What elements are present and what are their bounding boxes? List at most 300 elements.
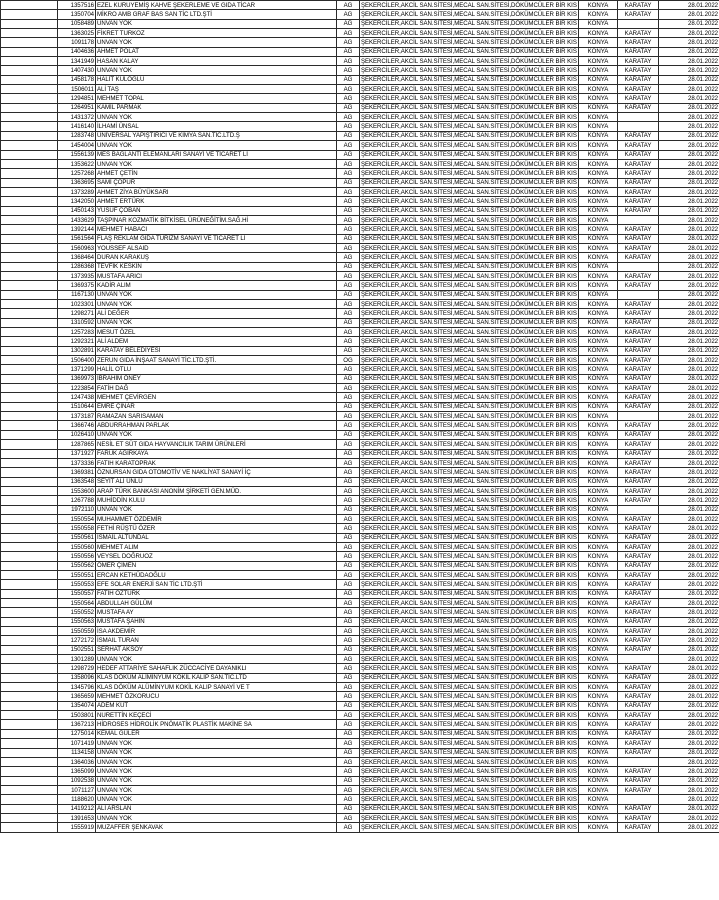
cell-name[interactable]: ALİ ALDEM	[96, 337, 337, 346]
cell-id[interactable]: 1275014	[58, 729, 96, 738]
cell-id[interactable]: 1503801	[58, 711, 96, 720]
table-row[interactable]	[1, 524, 719, 533]
cell-type[interactable]: AG	[337, 38, 360, 47]
cell-id[interactable]: 1550554	[58, 514, 96, 523]
cell-district[interactable]: KARATAY	[618, 599, 659, 608]
cell-district[interactable]: KARATAY	[618, 47, 659, 56]
cell-date[interactable]: 28.01.2022	[659, 617, 719, 626]
cell-date[interactable]: 28.01.2022	[659, 804, 719, 813]
table-row[interactable]	[1, 440, 719, 449]
table-row[interactable]	[1, 318, 719, 327]
cell-date[interactable]: 28.01.2022	[659, 692, 719, 701]
cell-name[interactable]: UNVAN YOK	[96, 430, 337, 439]
table-row[interactable]	[1, 823, 719, 832]
cell-name[interactable]: MUZAFFER ŞENKAVAK	[96, 823, 337, 832]
cell-area[interactable]: ŞEKERCİLER,AKCİL SAN.SİTESİ,MECAL SAN.SİTESİ,DÖKÜMCÜLER BİR KIS	[361, 319, 577, 327]
cell-name[interactable]: UNVAN YOK	[96, 318, 337, 327]
table-row[interactable]	[1, 234, 719, 243]
cell-district[interactable]: KARATAY	[618, 580, 659, 589]
table-row[interactable]	[1, 655, 719, 664]
cell-id[interactable]: 1134158	[58, 748, 96, 757]
cell-date[interactable]: 28.01.2022	[659, 580, 719, 589]
cell-type[interactable]: AG	[337, 720, 360, 729]
cell-name[interactable]: MEHMET HABACI	[96, 225, 337, 234]
cell-name[interactable]: ARAP TÜRK BANKASI ANONİM ŞİRKETİ GEN.MÜD.	[96, 486, 337, 495]
cell-area[interactable]: ŞEKERCİLER,AKCİL SAN.SİTESİ,MECAL SAN.SİTESİ,DÖKÜMCÜLER BİR KIS	[361, 291, 577, 299]
cell-date[interactable]: 28.01.2022	[659, 103, 719, 112]
cell-city[interactable]: KONYA	[579, 823, 618, 832]
cell-id[interactable]: 1454004	[58, 141, 96, 150]
table-row[interactable]	[1, 290, 719, 299]
cell-date[interactable]: 28.01.2022	[659, 767, 719, 776]
table-row[interactable]	[1, 206, 719, 215]
cell-area[interactable]: ŞEKERCİLER,AKCİL SAN.SİTESİ,MECAL SAN.SİTESİ,DÖKÜMCÜLER BİR KIS	[361, 562, 577, 570]
cell-city[interactable]: KONYA	[579, 281, 618, 290]
cell-type[interactable]: AG	[337, 412, 360, 421]
cell-id[interactable]: 1188620	[58, 795, 96, 804]
cell-city[interactable]: KONYA	[579, 75, 618, 84]
table-row[interactable]	[1, 225, 719, 234]
cell-type[interactable]: AG	[337, 309, 360, 318]
cell-id[interactable]: 1366746	[58, 421, 96, 430]
cell-city[interactable]: KONYA	[579, 711, 618, 720]
cell-city[interactable]: KONYA	[579, 514, 618, 523]
cell-district[interactable]: KARATAY	[618, 197, 659, 206]
cell-id[interactable]: 1502551	[58, 645, 96, 654]
table-row[interactable]	[1, 187, 719, 196]
cell-type[interactable]: AG	[337, 785, 360, 794]
table-row[interactable]	[1, 262, 719, 271]
cell-area[interactable]: ŞEKERCİLER,AKCİL SAN.SİTESİ,MECAL SAN.SİTESİ,DÖKÜMCÜLER BİR KIS	[361, 207, 577, 215]
cell-district[interactable]: KARATAY	[618, 683, 659, 692]
cell-date[interactable]: 28.01.2022	[659, 57, 719, 66]
cell-city[interactable]: KONYA	[579, 561, 618, 570]
cell-type[interactable]: AG	[337, 804, 360, 813]
cell-area[interactable]: ŞEKERCİLER,AKCİL SAN.SİTESİ,MECAL SAN.SİTESİ,DÖKÜMCÜLER BİR KIS	[361, 272, 577, 280]
cell-district[interactable]: KARATAY	[618, 243, 659, 252]
cell-id[interactable]: 1404636	[58, 47, 96, 56]
cell-id[interactable]: 1368464	[58, 253, 96, 262]
table-row[interactable]	[1, 47, 719, 56]
table-row[interactable]	[1, 468, 719, 477]
cell-city[interactable]: KONYA	[579, 57, 618, 66]
cell-name[interactable]: İSA AKDEMİR	[96, 627, 337, 636]
cell-type[interactable]: AG	[337, 206, 360, 215]
cell-city[interactable]: KONYA	[579, 206, 618, 215]
cell-date[interactable]: 28.01.2022	[659, 122, 719, 131]
cell-type[interactable]: AG	[337, 384, 360, 393]
cell-city[interactable]: KONYA	[579, 19, 618, 28]
cell-city[interactable]: KONYA	[579, 757, 618, 766]
table-row[interactable]	[1, 430, 719, 439]
cell-name[interactable]: MUHİDDİN KULU	[96, 496, 337, 505]
cell-type[interactable]: AG	[337, 150, 360, 159]
cell-city[interactable]: KONYA	[579, 795, 618, 804]
cell-name[interactable]: ABDULLAH GÜLÜM	[96, 599, 337, 608]
cell-name[interactable]: HİDROSES HİDROLİK PNÖMATİK PLASTİK MAKİNE SA	[96, 720, 337, 729]
cell-id[interactable]: 1286368	[58, 262, 96, 271]
table-row[interactable]	[1, 271, 719, 280]
cell-city[interactable]: KONYA	[579, 159, 618, 168]
cell-area[interactable]: ŞEKERCİLER,AKCİL SAN.SİTESİ,MECAL SAN.SİTESİ,DÖKÜMCÜLER BİR KIS	[361, 160, 577, 168]
cell-name[interactable]: İSMAIL TURAN	[96, 636, 337, 645]
cell-name[interactable]: UNVAN YOK	[96, 66, 337, 75]
cell-name[interactable]: FARUK AĞIRKAYA	[96, 449, 337, 458]
table-row[interactable]	[1, 776, 719, 785]
cell-type[interactable]: AG	[337, 47, 360, 56]
cell-id[interactable]: 1023301	[58, 300, 96, 309]
cell-area[interactable]: ŞEKERCİLER,AKCİL SAN.SİTESİ,MECAL SAN.SİTESİ,DÖKÜMCÜLER BİR KIS	[361, 683, 577, 691]
cell-district[interactable]: KARATAY	[618, 1, 659, 10]
cell-area[interactable]: ŞEKERCİLER,AKCİL SAN.SİTESİ,MECAL SAN.SİTESİ,DÖKÜMCÜLER BİR KIS	[361, 123, 577, 131]
cell-district[interactable]: KARATAY	[618, 496, 659, 505]
cell-id[interactable]: 1391653	[58, 813, 96, 822]
cell-name[interactable]: ÖMER ÇİMEN	[96, 561, 337, 570]
cell-area[interactable]: ŞEKERCİLER,AKCİL SAN.SİTESİ,MECAL SAN.SİTESİ,DÖKÜMCÜLER BİR KIS	[361, 730, 577, 738]
cell-id[interactable]: 1506011	[58, 85, 96, 94]
cell-date[interactable]: 28.01.2022	[659, 66, 719, 75]
cell-id[interactable]: 1264951	[58, 103, 96, 112]
cell-id[interactable]: 1373935	[58, 271, 96, 280]
cell-city[interactable]: KONYA	[579, 66, 618, 75]
cell-district[interactable]: KARATAY	[618, 365, 659, 374]
cell-area[interactable]: ŞEKERCİLER,AKCİL SAN.SİTESİ,MECAL SAN.SİTESİ,DÖKÜMCÜLER BİR KIS	[361, 244, 577, 252]
cell-date[interactable]: 28.01.2022	[659, 243, 719, 252]
cell-area[interactable]: ŞEKERCİLER,AKCİL SAN.SİTESİ,MECAL SAN.SİTESİ,DÖKÜMCÜLER BİR KIS	[361, 67, 577, 75]
cell-id[interactable]: 1371299	[58, 365, 96, 374]
cell-date[interactable]: 28.01.2022	[659, 38, 719, 47]
cell-type[interactable]: AG	[337, 570, 360, 579]
cell-type[interactable]: AG	[337, 197, 360, 206]
cell-name[interactable]: SERHAT AKSOY	[96, 645, 337, 654]
cell-city[interactable]: KONYA	[579, 683, 618, 692]
table-row[interactable]	[1, 533, 719, 542]
cell-district[interactable]	[618, 113, 659, 122]
table-row[interactable]	[1, 608, 719, 617]
cell-type[interactable]: AG	[337, 243, 360, 252]
cell-area[interactable]: ŞEKERCİLER,AKCİL SAN.SİTESİ,MECAL SAN.SİTESİ,DÖKÜMCÜLER BİR KIS	[361, 646, 577, 654]
cell-area[interactable]: ŞEKERCİLER,AKCİL SAN.SİTESİ,MECAL SAN.SİTESİ,DÖKÜMCÜLER BİR KIS	[361, 225, 577, 233]
cell-area[interactable]: ŞEKERCİLER,AKCİL SAN.SİTESİ,MECAL SAN.SİTESİ,DÖKÜMCÜLER BİR KIS	[361, 356, 577, 364]
cell-city[interactable]: KONYA	[579, 402, 618, 411]
cell-id[interactable]: 1350704	[58, 10, 96, 19]
cell-city[interactable]: KONYA	[579, 393, 618, 402]
cell-type[interactable]: AG	[337, 664, 360, 673]
cell-district[interactable]: KARATAY	[618, 271, 659, 280]
cell-name[interactable]: KEMAL GÜLER	[96, 729, 337, 738]
cell-district[interactable]: KARATAY	[618, 75, 659, 84]
cell-area[interactable]: ŞEKERCİLER,AKCİL SAN.SİTESİ,MECAL SAN.SİTESİ,DÖKÜMCÜLER BİR KIS	[361, 693, 577, 701]
cell-id[interactable]: 1367213	[58, 720, 96, 729]
table-row[interactable]	[1, 75, 719, 84]
table-row[interactable]	[1, 412, 719, 421]
cell-area[interactable]: ŞEKERCİLER,AKCİL SAN.SİTESİ,MECAL SAN.SİTESİ,DÖKÜMCÜLER BİR KIS	[361, 310, 577, 318]
table-row[interactable]	[1, 542, 719, 551]
cell-area[interactable]: ŞEKERCİLER,AKCİL SAN.SİTESİ,MECAL SAN.SİTESİ,DÖKÜMCÜLER BİR KIS	[361, 375, 577, 383]
cell-name[interactable]: MUSTAFA ŞAHİN	[96, 617, 337, 626]
cell-city[interactable]: KONYA	[579, 599, 618, 608]
cell-city[interactable]: KONYA	[579, 468, 618, 477]
cell-area[interactable]: ŞEKERCİLER,AKCİL SAN.SİTESİ,MECAL SAN.SİTESİ,DÖKÜMCÜLER BİR KIS	[361, 76, 577, 84]
table-row[interactable]	[1, 19, 719, 28]
cell-city[interactable]: KONYA	[579, 673, 618, 682]
cell-area[interactable]: ŞEKERCİLER,AKCİL SAN.SİTESİ,MECAL SAN.SİTESİ,DÖKÜMCÜLER BİR KIS	[361, 39, 577, 47]
table-row[interactable]	[1, 813, 719, 822]
cell-district[interactable]: KARATAY	[618, 720, 659, 729]
cell-area[interactable]: ŞEKERCİLER,AKCİL SAN.SİTESİ,MECAL SAN.SİTESİ,DÖKÜMCÜLER BİR KIS	[361, 281, 577, 289]
cell-type[interactable]: AG	[337, 692, 360, 701]
cell-id[interactable]: 1247438	[58, 393, 96, 402]
cell-id[interactable]: 1353622	[58, 159, 96, 168]
cell-city[interactable]: KONYA	[579, 356, 618, 365]
cell-city[interactable]: KONYA	[579, 813, 618, 822]
cell-type[interactable]: AG	[337, 262, 360, 271]
cell-area[interactable]: ŞEKERCİLER,AKCİL SAN.SİTESİ,MECAL SAN.SİTESİ,DÖKÜMCÜLER BİR KIS	[361, 216, 577, 224]
cell-type[interactable]: AG	[337, 159, 360, 168]
cell-type[interactable]: AG	[337, 440, 360, 449]
cell-district[interactable]: KARATAY	[618, 486, 659, 495]
cell-id[interactable]: 1407430	[58, 66, 96, 75]
cell-district[interactable]: KARATAY	[618, 393, 659, 402]
cell-district[interactable]	[618, 262, 659, 271]
table-row[interactable]	[1, 767, 719, 776]
cell-area[interactable]: ŞEKERCİLER,AKCİL SAN.SİTESİ,MECAL SAN.SİTESİ,DÖKÜMCÜLER BİR KIS	[361, 543, 577, 551]
cell-id[interactable]: 1357516	[58, 1, 96, 10]
cell-name[interactable]: UNVAN YOK	[96, 113, 337, 122]
cell-area[interactable]: ŞEKERCİLER,AKCİL SAN.SİTESİ,MECAL SAN.SİTESİ,DÖKÜMCÜLER BİR KIS	[361, 179, 577, 187]
cell-type[interactable]: AG	[337, 711, 360, 720]
cell-type[interactable]: AG	[337, 10, 360, 19]
cell-city[interactable]: KONYA	[579, 197, 618, 206]
cell-type[interactable]: AG	[337, 767, 360, 776]
table-row[interactable]	[1, 496, 719, 505]
table-row[interactable]	[1, 748, 719, 757]
cell-area[interactable]: ŞEKERCİLER,AKCİL SAN.SİTESİ,MECAL SAN.SİTESİ,DÖKÜMCÜLER BİR KIS	[361, 637, 577, 645]
cell-city[interactable]: KONYA	[579, 570, 618, 579]
cell-area[interactable]: ŞEKERCİLER,AKCİL SAN.SİTESİ,MECAL SAN.SİTESİ,DÖKÜMCÜLER BİR KIS	[361, 552, 577, 560]
cell-city[interactable]: KONYA	[579, 122, 618, 131]
cell-name[interactable]: KLAS DÖKÜM ALİMİNYUM KOKİL KALIP SAN.TİC.LTD	[96, 673, 337, 682]
table-row[interactable]	[1, 729, 719, 738]
cell-date[interactable]: 28.01.2022	[659, 365, 719, 374]
table-row[interactable]	[1, 300, 719, 309]
cell-date[interactable]: 28.01.2022	[659, 85, 719, 94]
cell-name[interactable]: UNVAN YOK	[96, 739, 337, 748]
table-row[interactable]	[1, 505, 719, 514]
cell-id[interactable]: 1091178	[58, 38, 96, 47]
cell-date[interactable]: 28.01.2022	[659, 356, 719, 365]
table-row[interactable]	[1, 458, 719, 467]
cell-area[interactable]: ŞEKERCİLER,AKCİL SAN.SİTESİ,MECAL SAN.SİTESİ,DÖKÜMCÜLER BİR KIS	[361, 618, 577, 626]
cell-city[interactable]: KONYA	[579, 533, 618, 542]
cell-district[interactable]: KARATAY	[618, 85, 659, 94]
cell-id[interactable]: 1298271	[58, 309, 96, 318]
cell-area[interactable]: ŞEKERCİLER,AKCİL SAN.SİTESİ,MECAL SAN.SİTESİ,DÖKÜMCÜLER BİR KIS	[361, 478, 577, 486]
cell-area[interactable]: ŞEKERCİLER,AKCİL SAN.SİTESİ,MECAL SAN.SİTESİ,DÖKÜMCÜLER BİR KIS	[361, 823, 577, 831]
cell-id[interactable]: 1294851	[58, 94, 96, 103]
table-row[interactable]	[1, 701, 719, 710]
cell-type[interactable]: AG	[337, 748, 360, 757]
cell-id[interactable]: 1550557	[58, 589, 96, 598]
cell-name[interactable]: YUSUF ÇOBAN	[96, 206, 337, 215]
cell-city[interactable]: KONYA	[579, 346, 618, 355]
cell-date[interactable]: 28.01.2022	[659, 748, 719, 757]
cell-date[interactable]: 28.01.2022	[659, 374, 719, 383]
cell-id[interactable]: 1553600	[58, 486, 96, 495]
cell-type[interactable]: AG	[337, 449, 360, 458]
cell-type[interactable]: AG	[337, 75, 360, 84]
table-row[interactable]	[1, 589, 719, 598]
cell-type[interactable]: AG	[337, 589, 360, 598]
cell-area[interactable]: ŞEKERCİLER,AKCİL SAN.SİTESİ,MECAL SAN.SİTESİ,DÖKÜMCÜLER BİR KIS	[361, 721, 577, 729]
cell-date[interactable]: 28.01.2022	[659, 813, 719, 822]
cell-date[interactable]: 28.01.2022	[659, 271, 719, 280]
cell-date[interactable]: 28.01.2022	[659, 477, 719, 486]
cell-district[interactable]: KARATAY	[618, 234, 659, 243]
cell-type[interactable]: AG	[337, 701, 360, 710]
cell-type[interactable]: AG	[337, 533, 360, 542]
table-row[interactable]	[1, 197, 719, 206]
table-row[interactable]	[1, 692, 719, 701]
cell-name[interactable]: KADİR ALIM	[96, 281, 337, 290]
cell-name[interactable]: EFE SOLAR ENERJİ SAN TİC LTD.ŞTİ	[96, 580, 337, 589]
cell-type[interactable]: AG	[337, 486, 360, 495]
table-row[interactable]	[1, 384, 719, 393]
cell-area[interactable]: ŞEKERCİLER,AKCİL SAN.SİTESİ,MECAL SAN.SİTESİ,DÖKÜMCÜLER BİR KIS	[361, 300, 577, 308]
cell-city[interactable]: KONYA	[579, 542, 618, 551]
table-row[interactable]	[1, 122, 719, 131]
cell-city[interactable]: KONYA	[579, 150, 618, 159]
cell-district[interactable]: KARATAY	[618, 66, 659, 75]
cell-city[interactable]: KONYA	[579, 496, 618, 505]
cell-name[interactable]: UNVAN YOK	[96, 19, 337, 28]
cell-city[interactable]: KONYA	[579, 412, 618, 421]
cell-district[interactable]: KARATAY	[618, 141, 659, 150]
cell-id[interactable]: 1341949	[58, 57, 96, 66]
cell-district[interactable]: KARATAY	[618, 804, 659, 813]
cell-date[interactable]: 28.01.2022	[659, 599, 719, 608]
cell-type[interactable]: AG	[337, 57, 360, 66]
table-row[interactable]	[1, 253, 719, 262]
table-row[interactable]	[1, 94, 719, 103]
cell-name[interactable]: UNVAN YOK	[96, 655, 337, 664]
cell-id[interactable]: 1363025	[58, 29, 96, 38]
cell-district[interactable]: KARATAY	[618, 776, 659, 785]
table-row[interactable]	[1, 150, 719, 159]
cell-id[interactable]: 1369973	[58, 374, 96, 383]
cell-city[interactable]: KONYA	[579, 318, 618, 327]
cell-name[interactable]: UNVAN YOK	[96, 505, 337, 514]
table-row[interactable]	[1, 38, 719, 47]
cell-type[interactable]: AG	[337, 103, 360, 112]
table-row[interactable]	[1, 636, 719, 645]
cell-id[interactable]: 1506400	[58, 356, 96, 365]
cell-area[interactable]: ŞEKERCİLER,AKCİL SAN.SİTESİ,MECAL SAN.SİTESİ,DÖKÜMCÜLER BİR KIS	[361, 403, 577, 411]
cell-date[interactable]: 28.01.2022	[659, 328, 719, 337]
cell-district[interactable]: KARATAY	[618, 159, 659, 168]
table-row[interactable]	[1, 337, 719, 346]
cell-city[interactable]: KONYA	[579, 421, 618, 430]
cell-id[interactable]: 1223854	[58, 384, 96, 393]
cell-city[interactable]: KONYA	[579, 739, 618, 748]
cell-district[interactable]: KARATAY	[618, 636, 659, 645]
cell-date[interactable]: 28.01.2022	[659, 131, 719, 140]
table-row[interactable]	[1, 570, 719, 579]
cell-name[interactable]: FATIH KARATOPRAK	[96, 458, 337, 467]
cell-city[interactable]: KONYA	[579, 645, 618, 654]
cell-district[interactable]: KARATAY	[618, 187, 659, 196]
cell-city[interactable]: KONYA	[579, 627, 618, 636]
cell-id[interactable]: 1550552	[58, 608, 96, 617]
cell-city[interactable]: KONYA	[579, 729, 618, 738]
cell-name[interactable]: ÜNİVERSAL YAPIŞTIRICI VE KİMYA SAN.TİC.LTD.Ş	[96, 131, 337, 140]
table-row[interactable]	[1, 328, 719, 337]
cell-date[interactable]: 28.01.2022	[659, 10, 719, 19]
cell-district[interactable]: KARATAY	[618, 374, 659, 383]
cell-district[interactable]: KARATAY	[618, 589, 659, 598]
cell-district[interactable]: KARATAY	[618, 767, 659, 776]
cell-area[interactable]: ŞEKERCİLER,AKCİL SAN.SİTESİ,MECAL SAN.SİTESİ,DÖKÜMCÜLER BİR KIS	[361, 113, 577, 121]
cell-city[interactable]: KONYA	[579, 234, 618, 243]
cell-district[interactable]: KARATAY	[618, 300, 659, 309]
cell-name[interactable]: MES BAĞLANTI ELEMANLARI SANAYİ VE TİCARET Lİ	[96, 150, 337, 159]
cell-name[interactable]: KAMİL PARMAK	[96, 103, 337, 112]
cell-date[interactable]: 28.01.2022	[659, 683, 719, 692]
cell-city[interactable]: KONYA	[579, 524, 618, 533]
cell-id[interactable]: 1283748	[58, 131, 96, 140]
cell-city[interactable]: KONYA	[579, 131, 618, 140]
cell-id[interactable]: 1354074	[58, 701, 96, 710]
cell-type[interactable]: AG	[337, 430, 360, 439]
cell-id[interactable]: 1392144	[58, 225, 96, 234]
cell-date[interactable]: 28.01.2022	[659, 608, 719, 617]
cell-area[interactable]: ŞEKERCİLER,AKCİL SAN.SİTESİ,MECAL SAN.SİTESİ,DÖKÜMCÜLER BİR KIS	[361, 702, 577, 710]
cell-date[interactable]: 28.01.2022	[659, 449, 719, 458]
cell-name[interactable]: ALİ DEĞER	[96, 309, 337, 318]
cell-area[interactable]: ŞEKERCİLER,AKCİL SAN.SİTESİ,MECAL SAN.SİTESİ,DÖKÜMCÜLER BİR KIS	[361, 674, 577, 682]
cell-type[interactable]: AG	[337, 29, 360, 38]
table-row[interactable]	[1, 85, 719, 94]
cell-area[interactable]: ŞEKERCİLER,AKCİL SAN.SİTESİ,MECAL SAN.SİTESİ,DÖKÜMCÜLER BİR KIS	[361, 57, 577, 65]
cell-area[interactable]: ŞEKERCİLER,AKCİL SAN.SİTESİ,MECAL SAN.SİTESİ,DÖKÜMCÜLER BİR KIS	[361, 328, 577, 336]
cell-type[interactable]: AG	[337, 290, 360, 299]
cell-date[interactable]: 28.01.2022	[659, 206, 719, 215]
cell-district[interactable]: KARATAY	[618, 94, 659, 103]
cell-city[interactable]: KONYA	[579, 617, 618, 626]
cell-date[interactable]: 28.01.2022	[659, 75, 719, 84]
cell-district[interactable]: KARATAY	[618, 542, 659, 551]
cell-area[interactable]: ŞEKERCİLER,AKCİL SAN.SİTESİ,MECAL SAN.SİTESİ,DÖKÜMCÜLER BİR KIS	[361, 805, 577, 813]
cell-district[interactable]: KARATAY	[618, 627, 659, 636]
cell-type[interactable]: AG	[337, 253, 360, 262]
cell-area[interactable]: ŞEKERCİLER,AKCİL SAN.SİTESİ,MECAL SAN.SİTESİ,DÖKÜMCÜLER BİR KIS	[361, 95, 577, 103]
cell-area[interactable]: ŞEKERCİLER,AKCİL SAN.SİTESİ,MECAL SAN.SİTESİ,DÖKÜMCÜLER BİR KIS	[361, 48, 577, 56]
cell-type[interactable]: AG	[337, 776, 360, 785]
cell-date[interactable]: 28.01.2022	[659, 19, 719, 28]
cell-city[interactable]: KONYA	[579, 38, 618, 47]
cell-district[interactable]	[618, 505, 659, 514]
cell-date[interactable]: 28.01.2022	[659, 309, 719, 318]
cell-area[interactable]: ŞEKERCİLER,AKCİL SAN.SİTESİ,MECAL SAN.SİTESİ,DÖKÜMCÜLER BİR KIS	[361, 749, 577, 757]
cell-area[interactable]: ŞEKERCİLER,AKCİL SAN.SİTESİ,MECAL SAN.SİTESİ,DÖKÜMCÜLER BİR KIS	[361, 767, 577, 775]
cell-date[interactable]: 28.01.2022	[659, 561, 719, 570]
cell-date[interactable]: 28.01.2022	[659, 141, 719, 150]
cell-area[interactable]: ŞEKERCİLER,AKCİL SAN.SİTESİ,MECAL SAN.SİTESİ,DÖKÜMCÜLER BİR KIS	[361, 235, 577, 243]
cell-area[interactable]: ŞEKERCİLER,AKCİL SAN.SİTESİ,MECAL SAN.SİTESİ,DÖKÜMCÜLER BİR KIS	[361, 263, 577, 271]
cell-type[interactable]: AG	[337, 234, 360, 243]
cell-district[interactable]: KARATAY	[618, 131, 659, 140]
cell-type[interactable]: AG	[337, 542, 360, 551]
